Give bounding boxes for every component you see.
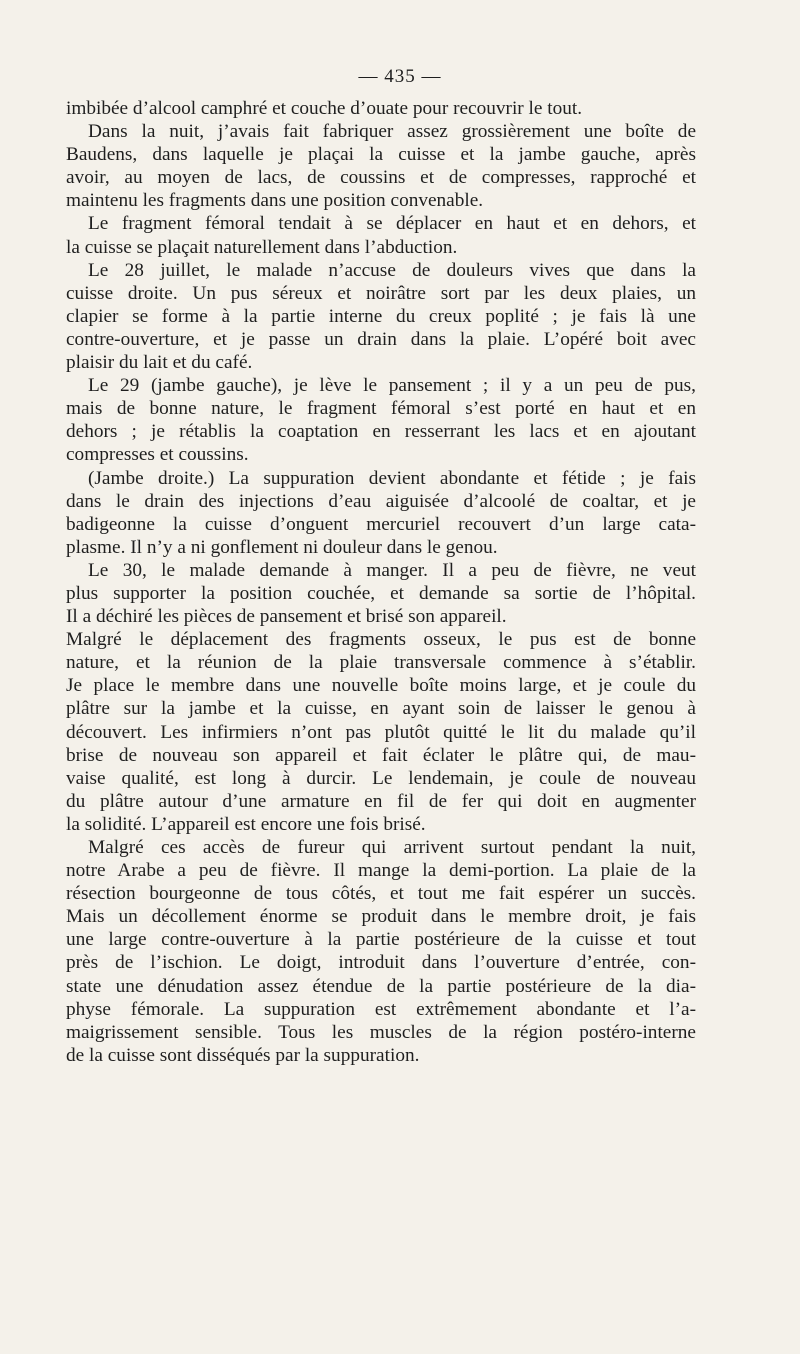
text-line: Baudens, dans laquelle je plaçai la cuisse et la jambe gauche, après [66,144,696,166]
text-line: contre-ouverture, et je passe un drain dans la plaie. L’opéré boit avec [66,328,696,350]
text-line: Le 29 (jambe gauche), je lève le pansement ; il y a un peu de pus, [88,375,696,397]
text-line: imbibée d’alcool camphré et couche d’ouate pour recouvrir le tout. [66,98,583,119]
text-line: plaisir du lait et du café. [66,352,253,374]
text-line: state une dénudation assez étendue de la partie postérieure de la dia- [66,975,696,997]
text-line: découvert. Les infirmiers n’ont pas plutôt quitté le lit du malade qu’il [66,721,696,743]
text-line: Il a déchiré les pièces de pansement et brisé son appareil. [66,606,507,628]
text-line: compresses et coussins. [66,444,249,466]
text-line: plâtre sur la jambe et la cuisse, en ayant soin de laisser le genou à [66,698,696,720]
text-line: plasme. Il n’y a ni gonflement ni douleur dans le genou. [66,536,498,558]
text-line: physe fémorale. La suppuration est extrêmement abondante et l’a- [66,998,696,1020]
text-line: Le 28 juillet, le malade n’accuse de douleurs vives que dans la [88,259,696,281]
text-line: brise de nouveau son appareil et fait éclater le plâtre qui, de mau- [66,744,696,766]
text-line: mais de bonne nature, le fragment fémoral s’est porté en haut et en [66,398,696,420]
text-line: résection bourgeonne de tous côtés, et tout me fait espérer un succès. [66,883,696,905]
text-line: dehors ; je rétablis la coaptation en resserrant les lacs et en ajoutant [66,421,696,443]
text-line: Je place le membre dans une nouvelle boîte moins large, et je coule du [66,675,696,697]
page-number: — 435 — [358,66,442,87]
text-line: une large contre-ouverture à la partie postérieure de la cuisse et tout [66,929,696,951]
text-line: clapier se forme à la partie interne du creux poplité ; je fais là une [66,305,696,327]
text-line: notre Arabe a peu de fièvre. Il mange la demi-portion. La plaie de la [66,860,696,882]
body-text [66,97,696,1067]
text-line: Malgré le déplacement des fragments osseux, le pus est de bonne [66,629,696,651]
text-line: Mais un décollement énorme se produit dans le membre droit, je fais [66,906,696,928]
text-line: cuisse droite. Un pus séreux et noirâtre sort par les deux plaies, un [66,282,696,304]
text-line: (Jambe droite.) La suppuration devient abondante et fétide ; je fais [88,467,696,489]
text-line: nature, et la réunion de la plaie transversale commence à s’établir. [66,652,696,674]
text-line: Malgré ces accès de fureur qui arrivent surtout pendant la nuit, [88,837,696,858]
text-line: près de l’ischion. Le doigt, introduit dans l’ouverture d’entrée, con- [66,952,696,974]
text-line: maigrissement sensible. Tous les muscles de la région postéro-interne [66,1021,696,1043]
text-line: plus supporter la position couchée, et demande sa sortie de l’hôpital. [66,582,696,604]
text-line: Le fragment fémoral tendait à se déplacer en haut et en dehors, et [88,213,696,235]
text-line: dans le drain des injections d’eau aiguisée d’alcoolé de coaltar, et je [66,490,696,512]
text-line: vaise qualité, est long à durcir. Le lendemain, je coule de nouveau [66,767,696,789]
text-line: de la cuisse sont disséqués par la suppuration. [66,1044,420,1066]
text-line: Le 30, le malade demande à manger. Il a peu de fièvre, ne veut [88,559,696,581]
text-line: Dans la nuit, j’avais fait fabriquer assez grossièrement une boîte de [88,121,696,143]
text-line: badigeonne la cuisse d’onguent mercuriel recouvert d’un large cata- [66,513,696,535]
text-line: maintenu les fragments dans une position convenable. [66,190,484,212]
text-line: la solidité. L’appareil est encore une fois brisé. [66,813,426,835]
text-line: avoir, au moyen de lacs, de coussins et de compresses, rapproché et [66,167,696,189]
text-line: du plâtre autour d’une armature en fil de fer qui doit en augmenter [66,790,696,812]
text-line: la cuisse se plaçait naturellement dans l’abduction. [66,236,458,258]
